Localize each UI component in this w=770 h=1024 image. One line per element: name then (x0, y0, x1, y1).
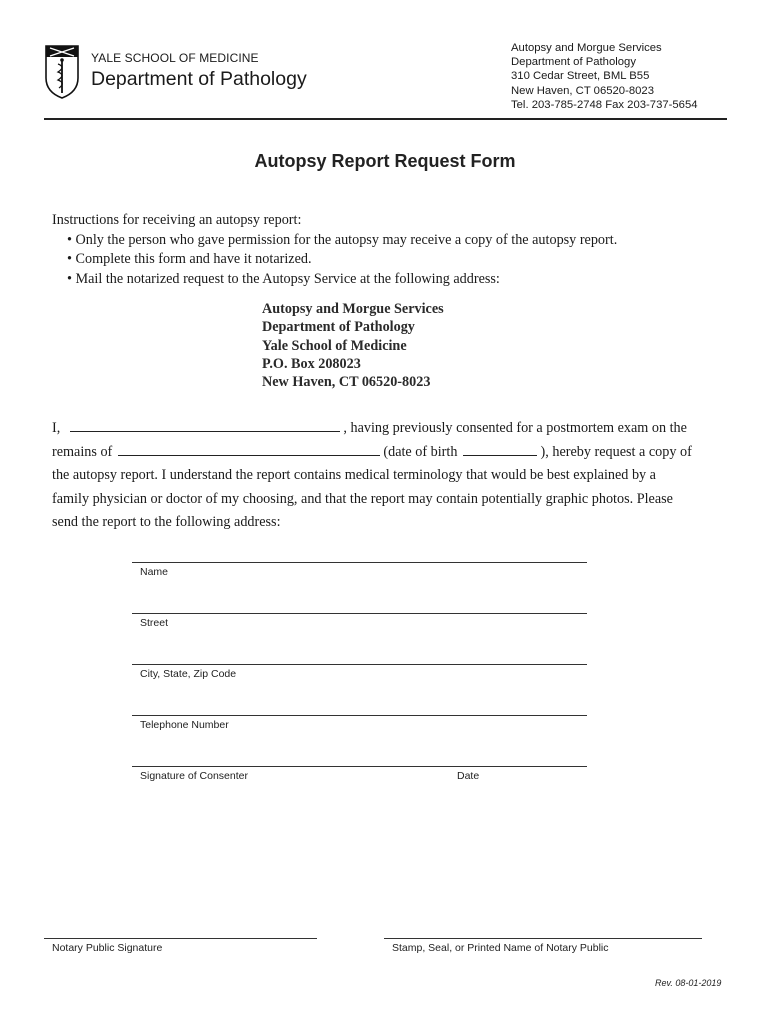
signature-field[interactable] (132, 766, 587, 767)
address-line: New Haven, CT 06520-8023 (262, 374, 431, 391)
statement-text: I, (52, 420, 61, 436)
contact-line: New Haven, CT 06520-8023 (511, 84, 654, 97)
statement-text: ), hereby request a copy of (540, 443, 692, 460)
page-title: Autopsy Report Request Form (254, 151, 516, 171)
signature-label: Signature of Consenter (140, 770, 248, 782)
consenter-name-blank[interactable] (70, 419, 340, 432)
statement-text: (date of birth (383, 443, 458, 460)
notary-signature-label: Notary Public Signature (52, 942, 163, 954)
school-name: YALE SCHOOL OF MEDICINE (91, 51, 259, 65)
mailing-address (262, 300, 444, 391)
contact-line: Tel. 203-785-2748 Fax 203-737-5654 (511, 98, 698, 111)
statement-text: the autopsy report. I understand the report contains medical terminology that would be best explained by a (52, 467, 656, 483)
instructions (52, 211, 617, 289)
address-line: Autopsy and Morgue Services (262, 301, 444, 317)
notary-stamp-field[interactable] (384, 938, 702, 939)
date-of-birth-blank[interactable] (463, 443, 537, 456)
yale-shield-logo (44, 44, 80, 100)
statement-text: send the report to the following address: (52, 514, 281, 530)
statement-text: , having previously consented for a postmortem exam on the (343, 420, 687, 436)
name-field[interactable] (132, 562, 587, 563)
date-label: Date (457, 770, 480, 782)
deceased-name-blank[interactable] (118, 443, 380, 456)
street-label: Street (140, 617, 169, 629)
notary-stamp-label: Stamp, Seal, or Printed Name of Notary Public (392, 942, 609, 954)
header-divider (44, 118, 727, 120)
instructions-heading: Instructions for receiving an autopsy report: (52, 212, 302, 228)
instruction-bullet: • Only the person who gave permission for the autopsy may receive a copy of the autopsy report. (67, 231, 618, 248)
street-field[interactable] (132, 613, 587, 614)
name-label: Name (140, 566, 169, 578)
city-state-zip-field[interactable] (132, 664, 587, 665)
contact-block (511, 41, 698, 112)
contact-line: 310 Cedar Street, BML B55 (511, 70, 650, 83)
city-state-zip-label: City, State, Zip Code (140, 668, 237, 680)
instruction-bullet: • Complete this form and have it notarized. (67, 251, 312, 267)
instruction-bullet: • Mail the notarized request to the Autopsy Service at the following address: (67, 270, 500, 287)
telephone-label: Telephone Number (140, 719, 229, 731)
telephone-field[interactable] (132, 715, 587, 716)
notary-signature-field[interactable] (44, 938, 317, 939)
revision-date: Rev. 08-01-2019 (655, 978, 722, 988)
consent-statement (52, 417, 732, 535)
contact-line: Department of Pathology (511, 56, 636, 69)
address-line: P.O. Box 208023 (262, 355, 361, 372)
statement-text: family physician or doctor of my choosing, and that the report may contain potentially graphic photos. Please (52, 490, 673, 507)
department-name: Department of Pathology (91, 68, 307, 90)
statement-text: remains of (52, 443, 113, 460)
address-line: Yale School of Medicine (262, 337, 407, 354)
contact-line: Autopsy and Morgue Services (511, 42, 662, 54)
address-line: Department of Pathology (262, 319, 415, 336)
